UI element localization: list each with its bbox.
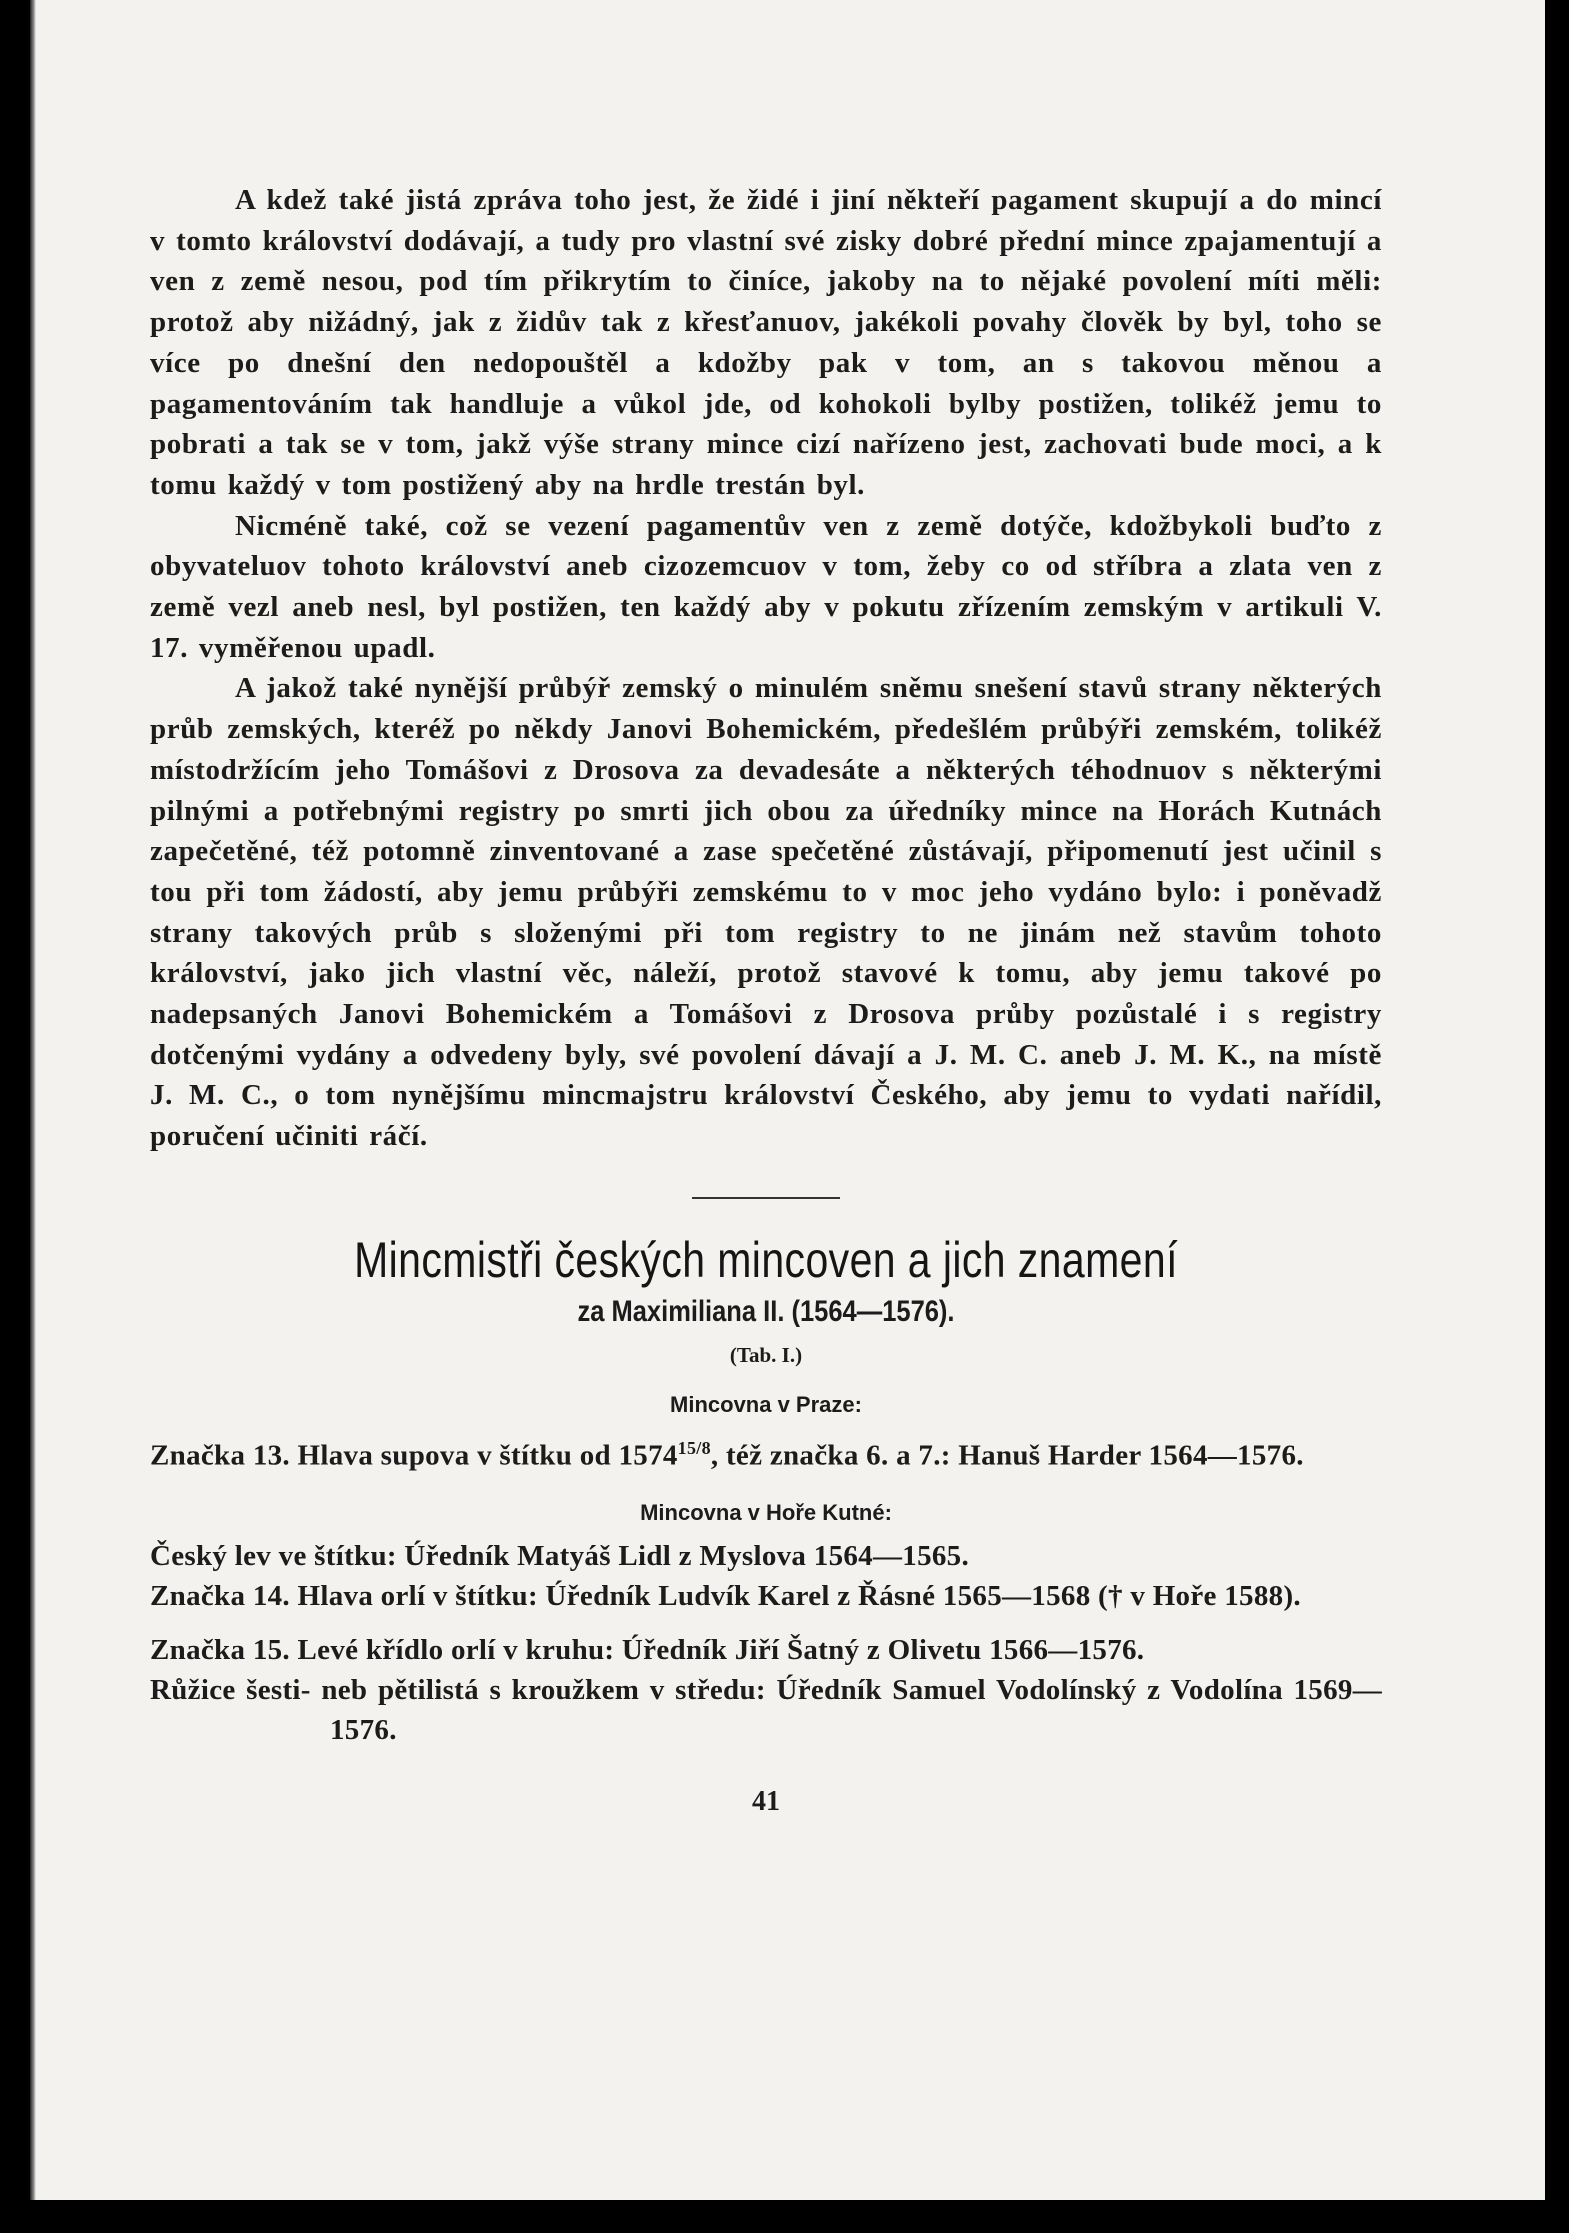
paragraph-pagament-export: Nicméně také, což se vezení pagamentův ven z země dotýče, kdožbykoli buďto z obyvateluov tohoto království aneb cizozemcuov v tom, žeby co od stříbra a zlata ven z země vezl aneb nesl, byl postižen, ten každý aby v pokutu zřízením zemským v artikuli V. 17. vyměřenou upadl. (150, 509, 1382, 664)
mint-entry-prague-text: Značka 13. Hlava supova v štítku od 1574 (150, 1439, 678, 1472)
mint-prague-heading: Mincovna v Praze: (670, 1391, 862, 1417)
mint-entry-prague-fraction: 15/8 (677, 1437, 711, 1458)
page-text-block (150, 180, 1382, 1818)
book-page (30, 0, 1545, 2200)
section-title: Mincmistři českých mincoven a jich znamení (354, 1231, 1178, 1288)
page-binding-edge (30, 0, 36, 2200)
mint-entry: Český lev ve štítku: Úředník Matyáš Lidl z Myslova 1564—1565. (150, 1539, 970, 1572)
section-divider (692, 1197, 840, 1199)
mint-entry: Značka 14. Hlava orlí v štítku: Úředník Ludvík Karel z Řásné 1565—1568 († v Hoře 1588). (150, 1579, 1301, 1612)
section-subtitle: za Maximiliana II. (1564—1576). (577, 1294, 955, 1328)
spacer (150, 1616, 1382, 1630)
mint-entry-prague (150, 1428, 1382, 1476)
paragraph-assayer-registry: A jakož také nynější průbýř zemský o minulém sněmu snešení stavů strany některých průb zemských, kteréž po někdy Janovi Bohemickém, předešlém průbýři zemském, tolikéž místodržícím jeho Tomášovi z Drosova za devadesáte a některých téhodnuov s některými pilnými a potřebnými registry po smrti jich obou za úředníky mince na Horách Kutnách zapečetěné, též potomně zinventované a zase spečetěné zůstávají, připomenutí jest učinil s tou při tom žádostí, aby jemu průbýři zemskému to v moc jeho vydáno bylo: i poněvadž strany takových průb s složenými při tom registry to ne jinám než stavům tohoto království, jako jich vlastní věc, náleží, protož stavové k tomu, aby jemu takové po nadepsaných Janovi Bohemickém a Tomášovi z Drosova průby pozůstalé i s registry dotčenými vydány a odvedeny byly, své povolení dávají a J. M. C. aneb J. M. K., na místě J. M. C., o tom nynějšímu mincmajstru království Českého, aby jemu to vydati nařídil, poručení učiniti ráčí. (150, 672, 1382, 1153)
paragraph-pagament-trade: A kdež také jistá zpráva toho jest, že židé i jiní někteří pagament skupují a do mincí v tomto království dodávají, a tudy pro vlastní své zisky dobré přední mince zpajamentují a ven z země nesou, pod tím přikrytím to činíce, jakoby na to nějaké povolení míti měli: protož aby nižádný, jak z židův tak z křesťanuov, jakékoli povahy člověk by byl, toho se více po dnešní den nedopouštěl a kdožby pak v tom, an s takovou měnou a pagamentováním tak handluje a vůkol jde, od kohokoli bylby postižen, tolikéž jemu to pobrati a tak se v tom, jakž výše strany mince cizí nařízeno jest, zachovati bude moci, a k tomu každý v tom postižený aby na hrdle trestán byl. (150, 184, 1382, 501)
mint-entry: Značka 15. Levé křídlo orlí v kruhu: Úředník Jiří Šatný z Olivetu 1566—1576. (150, 1633, 1145, 1666)
mint-entry: Růžice šesti- neb pětilistá s kroužkem v středu: Úředník Samuel Vodolínský z Vodolína 1569—1576. (150, 1673, 1382, 1746)
mint-kutna-hora-heading: Mincovna v Hoře Kutné: (640, 1499, 892, 1525)
table-reference: (Tab. I.) (729, 1342, 803, 1367)
mint-entry-prague-text-end: , též značka 6. a 7.: Hanuš Harder 1564—1576. (710, 1439, 1304, 1472)
page-number: 41 (752, 1785, 780, 1817)
